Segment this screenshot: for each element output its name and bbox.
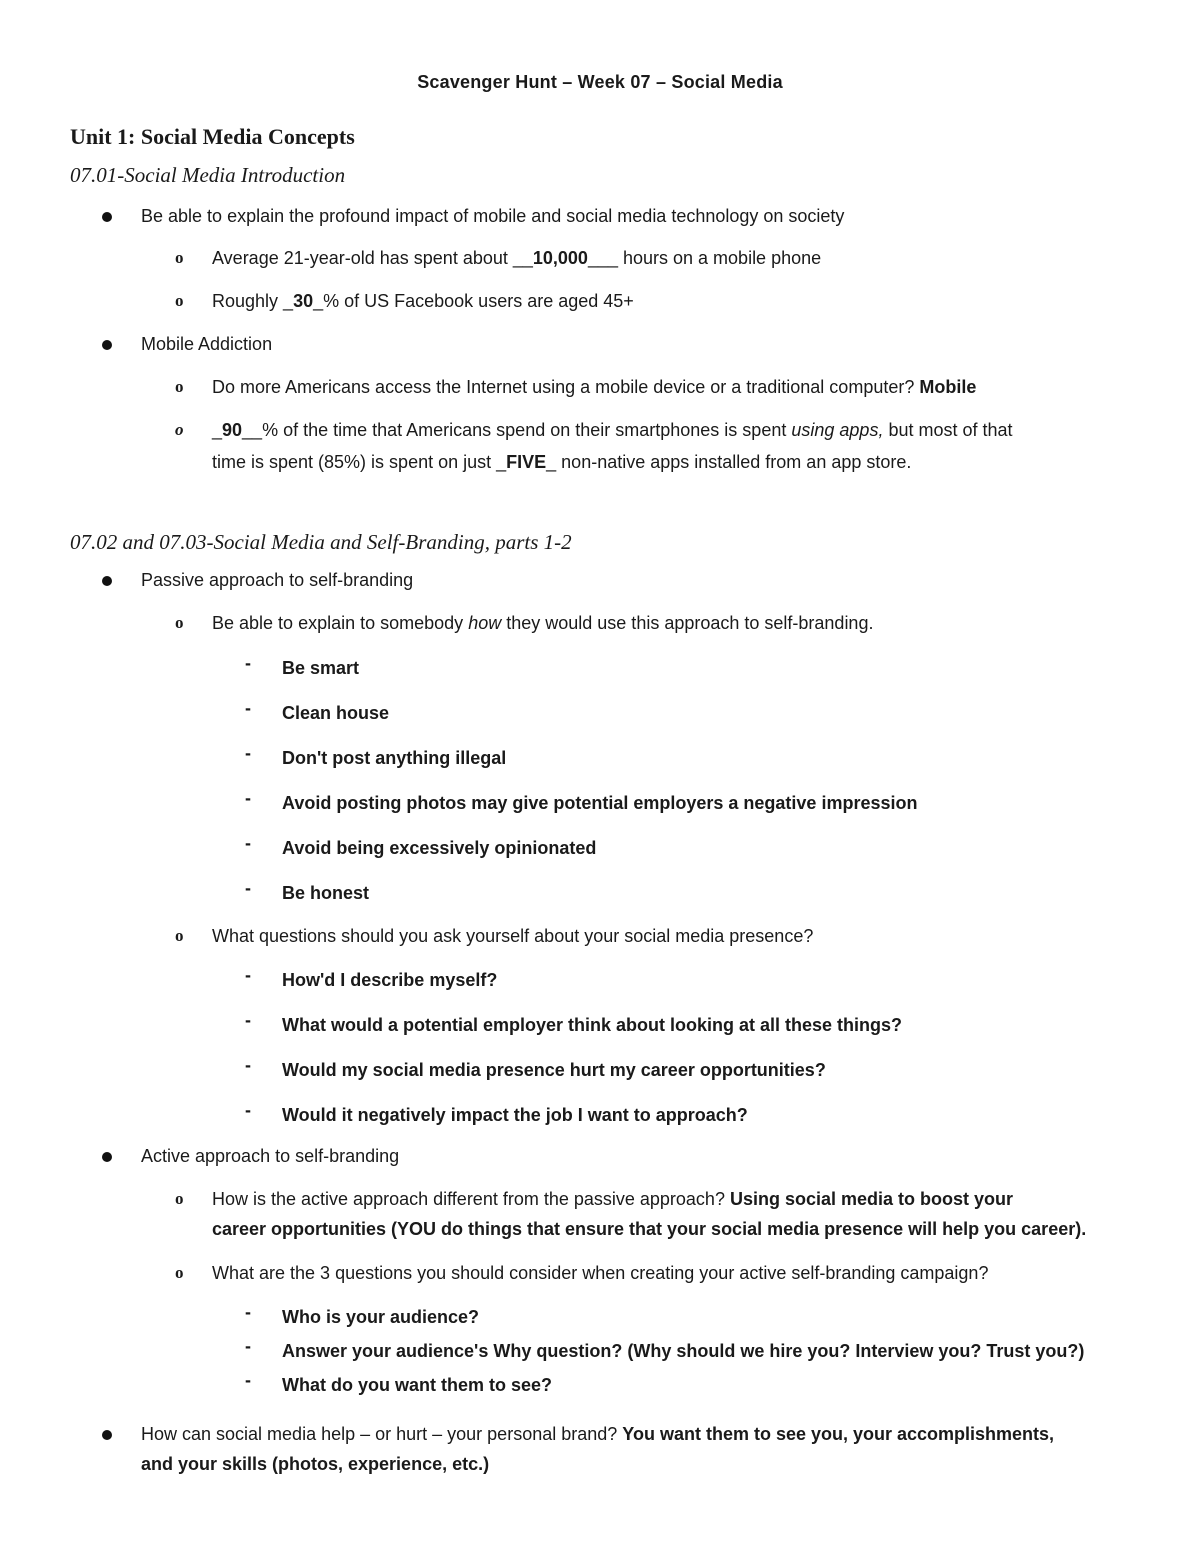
bullet3-question: How can social media help – or hurt – your personal brand?	[141, 1424, 618, 1444]
dash-marker: -	[245, 833, 251, 853]
sub2-prefix: Roughly _	[212, 291, 294, 311]
sub4-middle: __% of the time that Americans spend on their smartphones is spent	[242, 420, 787, 440]
sub-bullet-questions-presence: What questions should you ask yourself about your social media presence?	[212, 926, 814, 946]
bullet-explain-impact: Be able to explain the profound impact of mobile and social media technology on society	[141, 206, 845, 226]
dash-marker: -	[245, 743, 251, 763]
answer-90: 90	[222, 420, 243, 440]
active-question-item: What do you want them to see?	[282, 1375, 553, 1395]
dash-marker: -	[245, 1302, 251, 1322]
self-question-item: How'd I describe myself?	[282, 970, 498, 990]
sub1-suffix: they would use this approach to self-branding.	[506, 613, 874, 633]
sub-bullet-marker: o	[175, 377, 184, 396]
sub1-prefix: Be able to explain to somebody	[212, 613, 464, 633]
bullet-help-or-hurt	[141, 1419, 1141, 1450]
answer-10000: 10,000	[532, 248, 588, 268]
sub-bullet-smartphone-time-line2	[212, 447, 1132, 478]
sub-bullet-three-questions: What are the 3 questions you should consider when creating your active self-branding campaign?	[212, 1263, 989, 1283]
bullet-dot	[102, 576, 112, 586]
dash-marker: -	[245, 1370, 251, 1390]
sub-bullet-marker: o	[175, 613, 184, 632]
dash-marker: -	[245, 1336, 251, 1356]
dash-marker: -	[245, 878, 251, 898]
bullet3-answer-line2: and your skills (photos, experience, etc.)	[141, 1454, 490, 1474]
passive-tip-item: Clean house	[282, 703, 390, 723]
dash-marker: -	[245, 788, 251, 808]
sub-bullet-marker: o	[175, 420, 184, 439]
sub-bullet-hours-mobile	[212, 243, 1132, 274]
dash-marker: -	[245, 1100, 251, 1120]
sub4-italic: using apps,	[791, 420, 884, 440]
bullet-dot	[102, 1152, 112, 1162]
sub-bullet-marker: o	[175, 926, 184, 945]
sub1-suffix: ___ hours on a mobile phone	[587, 248, 822, 268]
passive-tip-item: Avoid being excessively opinionated	[282, 838, 597, 858]
answer-five: FIVE	[506, 452, 547, 472]
active-question-item: Who is your audience?	[282, 1307, 480, 1327]
sub2-suffix: _% of US Facebook users are aged 45+	[313, 291, 634, 311]
sub1-italic: how	[468, 613, 502, 633]
bullet-passive-approach: Passive approach to self-branding	[141, 570, 414, 590]
sub-bullet-marker: o	[175, 291, 184, 310]
document-title: Scavenger Hunt – Week 07 – Social Media	[417, 72, 783, 92]
answer-30: 30	[293, 291, 314, 311]
sub-bullet-explain-passive	[212, 608, 1132, 639]
sub-bullet-active-vs-passive	[212, 1184, 1132, 1215]
passive-tip-item: Be honest	[282, 883, 370, 903]
active-question-item: Answer your audience's Why question? (Why should we hire you? Interview you? Trust you?)	[282, 1341, 1085, 1361]
passive-tip-item: Don't post anything illegal	[282, 748, 507, 768]
section-heading-07-01: 07.01-Social Media Introduction	[70, 163, 346, 187]
bullet-dot	[102, 1430, 112, 1440]
self-question-item: Would it negatively impact the job I want to approach?	[282, 1105, 748, 1125]
self-question-item: Would my social media presence hurt my career opportunities?	[282, 1060, 826, 1080]
self-question-item: What would a potential employer think about looking at all these things?	[282, 1015, 903, 1035]
sub4-line2-prefix: time is spent (85%) is spent on just _	[212, 452, 507, 472]
passive-tip-item: Be smart	[282, 658, 360, 678]
dash-marker: -	[245, 653, 251, 673]
answer-mobile: Mobile	[919, 377, 977, 397]
bullet3-answer-line1: You want them to see you, your accomplishments,	[622, 1424, 1055, 1444]
sub3-question: How is the active approach different from the passive approach?	[212, 1189, 725, 1209]
sub-bullet-internet-access	[212, 372, 1132, 403]
dash-marker: -	[245, 1010, 251, 1030]
bullet-active-approach: Active approach to self-branding	[141, 1146, 400, 1166]
bullet-dot	[102, 340, 112, 350]
unit-heading: Unit 1: Social Media Concepts	[70, 124, 355, 149]
dash-marker: -	[245, 1055, 251, 1075]
sub-bullet-marker: o	[175, 248, 184, 267]
sub-bullet-facebook-users	[212, 286, 1132, 317]
dash-marker: -	[245, 965, 251, 985]
sub3-question: Do more Americans access the Internet using a mobile device or a traditional computer?	[212, 377, 915, 397]
sub-bullet-marker: o	[175, 1189, 184, 1208]
sub1-prefix: Average 21-year-old has spent about __	[212, 248, 533, 268]
sub4-suffix: but most of that	[888, 420, 1013, 440]
passive-tip-item: Avoid posting photos may give potential employers a negative impression	[282, 793, 918, 813]
dash-marker: -	[245, 698, 251, 718]
sub3-answer-line1: Using social media to boost your	[729, 1189, 1014, 1209]
sub3-answer-line2: career opportunities (YOU do things that ensure that your social media presence will help you career).	[212, 1219, 1087, 1239]
sub-bullet-marker: o	[175, 1263, 184, 1282]
bullet-mobile-addiction: Mobile Addiction	[141, 334, 273, 354]
section-heading-07-02: 07.02 and 07.03-Social Media and Self-Branding, parts 1-2	[70, 530, 572, 554]
sub-bullet-smartphone-time	[212, 415, 1132, 446]
bullet-dot	[102, 212, 112, 222]
sub4-line2-suffix: _ non-native apps installed from an app store.	[546, 452, 912, 472]
sub4-prefix: _	[212, 420, 223, 440]
